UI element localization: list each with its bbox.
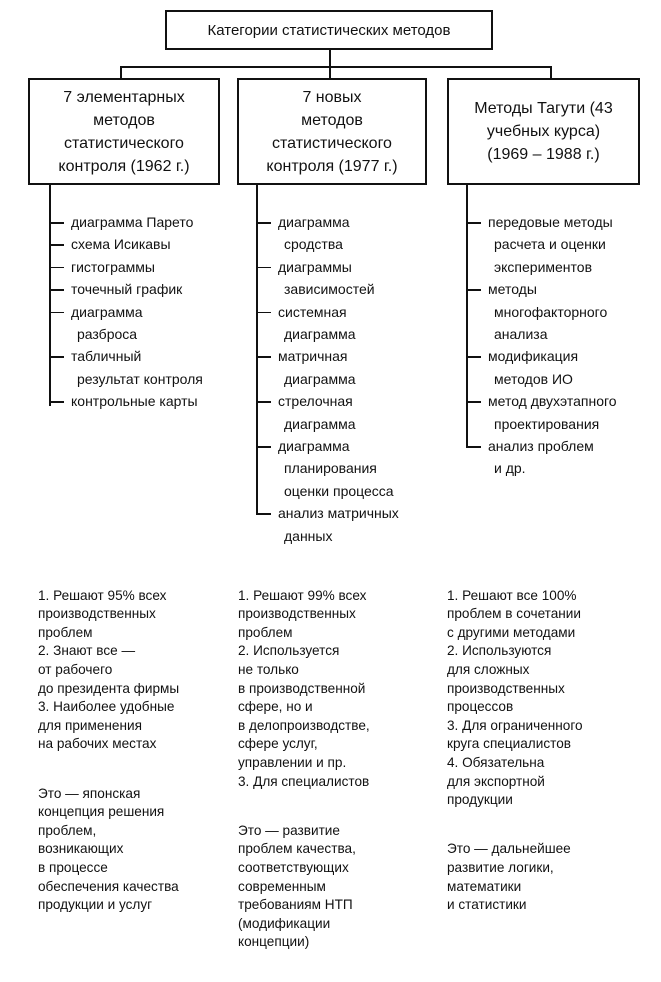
method-item-line: анализа [494,326,548,343]
description-column-elementary [38,568,179,945]
connector-line [120,66,552,68]
method-item [466,278,617,345]
connector-line [550,66,552,78]
method-item [256,435,399,502]
method-item [256,211,399,256]
connector-line [329,66,331,78]
method-item-line: схема Исикавы [71,236,171,253]
method-item-line: проектирования [494,415,600,432]
method-item [256,390,399,435]
description-column-taguchi [447,568,583,945]
method-item [466,390,617,435]
method-item-line: гистограммы [71,258,155,275]
category-box-taguchi: Методы Тагути (43 учебных курса) (1969 – 1988 г.) [447,78,640,185]
method-item-line: диаграмма [284,370,356,387]
method-item-line: зависимостей [284,281,375,298]
method-item [466,345,617,390]
method-list-elementary [49,211,203,413]
method-item [49,278,203,300]
method-item-line: диаграмма [284,326,356,343]
method-item-line: данных [284,527,333,544]
method-list-taguchi [466,211,617,480]
method-item-line: табличный [71,348,142,365]
category-box-elementary: 7 элементарных методов статистического контроля (1962 г.) [28,78,220,185]
connector-line [120,66,122,78]
method-item-line: системная [278,303,347,320]
method-item [49,233,203,255]
root-category-box: Категории статистических методов [165,10,493,50]
category-box-new: 7 новых методов статистического контроля (1977 г.) [237,78,427,185]
description-column-new [238,568,370,982]
benefits-text: 1. Решают 99% всех производственных проблем 2. Используется не только в производственной сфере, но и в делопроизводстве, сфере услуг, управлении и пр. 3. Для специалистов [238,587,370,789]
method-item-line: точечный график [71,281,183,298]
method-item-line: анализ матричных [278,505,399,522]
method-item [49,390,203,412]
method-item [256,256,399,301]
method-item-line: планирования [284,460,377,477]
method-item [256,345,399,390]
method-item-line: диаграмма [284,415,356,432]
method-item-line: стрелочная [278,393,353,410]
method-item-line: многофакторного [494,303,608,320]
method-item [256,301,399,346]
method-item-line: расчета и оценки [494,236,606,253]
method-item-line: и др. [494,460,526,477]
method-item-line: передовые методы [488,214,613,230]
method-item-line: анализ проблем [488,438,594,455]
method-item-line: методы [488,281,537,298]
method-item-line: диаграмма [71,303,143,320]
concept-text: Это — японская концепция решения проблем, возникающих в процессе обеспечения качества продукции и услуг [38,785,179,913]
method-item-line: методов ИО [494,370,573,387]
method-item-line: результат контроля [77,370,203,387]
method-item-line: разброса [77,326,138,343]
method-item-line: метод двухэтапного [488,393,617,410]
method-item-line: экспериментов [494,258,593,275]
method-item-line: диаграммы [278,258,352,275]
method-item-line: диаграмма [278,438,350,455]
method-item-line: оценки процесса [284,482,394,499]
method-item-line: диаграмма Парето [71,214,194,230]
method-item-line: матричная [278,348,348,365]
method-item [49,301,203,346]
benefits-text: 1. Решают все 100% проблем в сочетании с другими методами 2. Используются для сложных производственных процессов 3. Для ограниченного круга специалистов 4. Обязательна для экспортной продукции [447,587,583,808]
method-list-new [256,211,399,547]
concept-text: Это — развитие проблем качества, соответствующих современным требованиям НТП (модификации концепции) [238,822,356,950]
method-item [466,211,617,278]
method-item-line: сродства [284,236,343,253]
method-item [49,345,203,390]
method-item [466,435,617,480]
method-item-line: модификация [488,348,579,365]
method-item-line: контрольные карты [71,393,198,410]
method-item [256,502,399,547]
method-item [49,256,203,278]
method-item [49,211,203,233]
method-item-line: диаграмма [278,214,350,230]
benefits-text: 1. Решают 95% всех производственных проблем 2. Знают все — от рабочего до президента фирмы 3. Наиболее удобные для применения на рабочих местах [38,587,180,752]
concept-text: Это — дальнейшее развитие логики, математики и статистики [447,841,571,913]
